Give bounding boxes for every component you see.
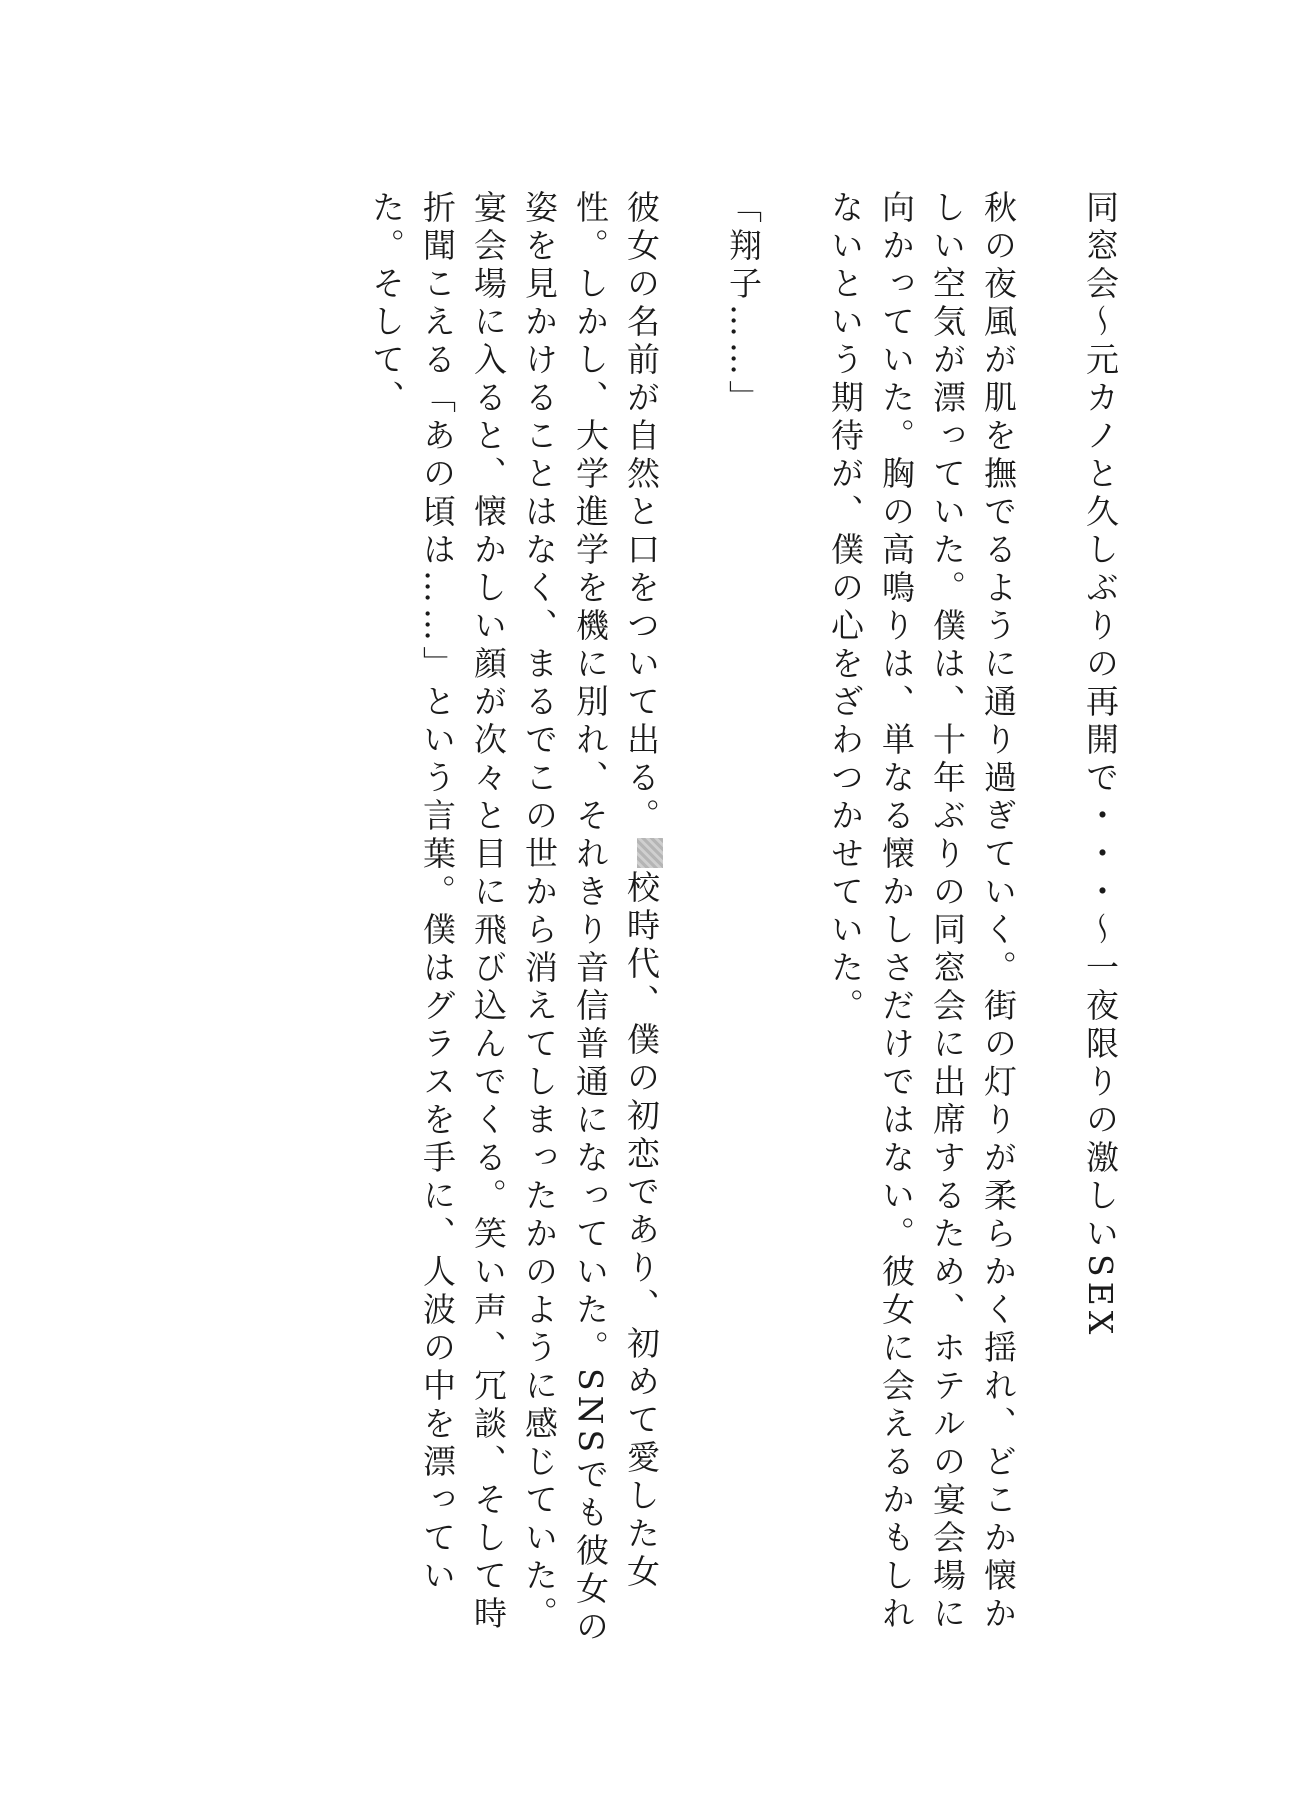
mosaic-censor-block bbox=[637, 838, 663, 868]
paragraph: 宴会場に入ると、懐かしい顔が次々と目に飛び込んでくる。笑い声、冗談、そして時折聞こえる「あの頃は……」という言葉。僕はグラスを手に、人波の中を漂っていた。そして、 bbox=[367, 190, 508, 1634]
document-title: 同窓会〜元カノと久しぶりの再開で・・・〜一夜限りの激しいSEX bbox=[1081, 190, 1120, 1340]
paragraph bbox=[514, 190, 667, 1650]
dialogue: 「翔子……」 bbox=[724, 190, 763, 418]
blank-line bbox=[1024, 190, 1075, 1650]
blank-line bbox=[769, 190, 820, 1650]
paragraph-segment: 彼女の名前が自然と口をついて出る。 bbox=[622, 190, 661, 836]
blank-line bbox=[667, 190, 718, 1650]
vertical-text-body bbox=[126, 190, 1126, 1650]
paragraph-segment: 校時代、僕の初恋であり、初めて愛した女性。しかし、大学進学を機に別れ、それきり音信普通になっていた。SNSでも彼女の姿を見かけることはなく、まるでこの世から消えてしまったかのように感じていた。 bbox=[520, 190, 661, 1648]
paragraph: 秋の夜風が肌を撫でるように通り過ぎていく。街の灯りが柔らかく揺れ、どこか懐かしい空気が漂っていた。僕は、十年ぶりの同窓会に出席するため、ホテルの宴会場に向かっていた。胸の高鳴りは、単なる懐かしさだけではない。彼女に会えるかもしれないという期待が、僕の心をざわつかせていた。 bbox=[826, 190, 1018, 1634]
